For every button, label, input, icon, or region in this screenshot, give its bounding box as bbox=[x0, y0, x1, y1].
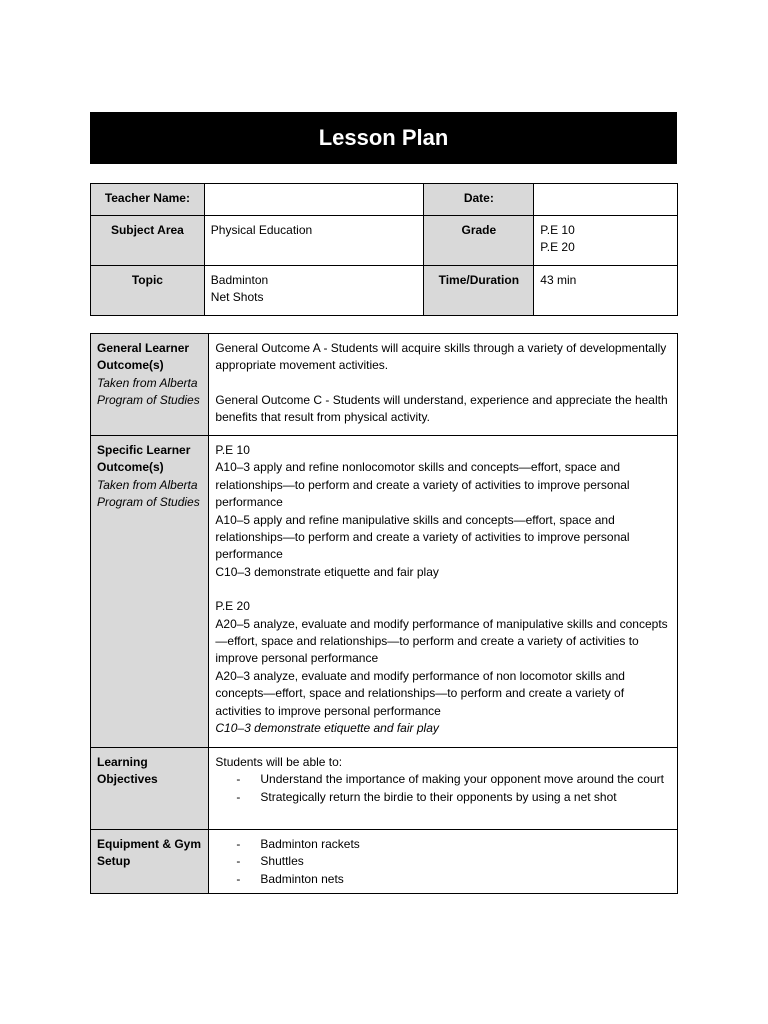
specific-outcomes-source: Taken from Alberta Program of Studies bbox=[97, 477, 200, 510]
grade-value-line: P.E 20 bbox=[540, 240, 575, 255]
list-item: - Strategically return the birdie to their opponents by using a net shot bbox=[215, 789, 671, 806]
pe10-heading: P.E 10 bbox=[215, 443, 250, 457]
list-item: - Badminton rackets bbox=[215, 836, 671, 853]
list-item: - Shuttles bbox=[215, 853, 671, 870]
specific-outcomes-row bbox=[91, 436, 678, 748]
equipment-label: Equipment & Gym Setup bbox=[97, 837, 202, 869]
topic-value-line: Badminton bbox=[210, 273, 269, 287]
list-item: - Badminton nets bbox=[215, 871, 671, 888]
equipment-row bbox=[91, 830, 678, 894]
topic-value bbox=[204, 266, 424, 316]
time-duration-value: 43 min bbox=[534, 266, 678, 316]
page-title: Lesson Plan bbox=[90, 112, 677, 164]
pe20-outcome-italic: C10–3 demonstrate etiquette and fair play bbox=[215, 721, 439, 736]
specific-outcomes-label-cell bbox=[91, 436, 209, 748]
general-outcome-c: General Outcome C - Students will understand, experience and appreciate the health benefits that result from physical activity. bbox=[215, 392, 668, 425]
pe10-outcome: A10–3 apply and refine nonlocomotor skills and concepts—effort, space and relationships—to perform and create a variety of activities to improve personal performance bbox=[215, 460, 630, 510]
specific-outcomes-content bbox=[209, 436, 678, 748]
general-outcomes-source: Taken from Alberta Program of Studies bbox=[97, 375, 200, 408]
topic-label: Topic bbox=[91, 266, 205, 316]
general-outcomes-row bbox=[91, 334, 678, 436]
equipment-list bbox=[215, 836, 671, 888]
objectives-intro: Students will be able to: bbox=[215, 755, 343, 769]
subject-area-label: Subject Area bbox=[91, 216, 205, 266]
pe10-outcome: A10–5 apply and refine manipulative skills and concepts—effort, space and relationships—to perform and create a variety of activities to improve personal performance bbox=[215, 512, 630, 562]
pe10-outcome: C10–3 demonstrate etiquette and fair play bbox=[215, 564, 439, 579]
topic-value-line: Net Shots bbox=[210, 290, 264, 305]
grade-value bbox=[534, 216, 678, 266]
grade-label: Grade bbox=[424, 216, 534, 266]
teacher-name-label: Teacher Name: bbox=[91, 184, 205, 216]
teacher-name-value[interactable] bbox=[204, 184, 424, 216]
info-row-subject bbox=[91, 216, 678, 266]
grade-value-line: P.E 10 bbox=[540, 223, 575, 237]
time-duration-label: Time/Duration bbox=[424, 266, 534, 316]
learning-objectives-label: Learning Objectives bbox=[97, 755, 158, 787]
learning-objectives-row bbox=[91, 748, 678, 830]
date-label: Date: bbox=[424, 184, 534, 216]
general-outcomes-label-cell bbox=[91, 334, 209, 436]
list-item: - Understand the importance of making your opponent move around the court bbox=[215, 771, 671, 788]
general-outcomes-content bbox=[209, 334, 678, 436]
subject-area-value: Physical Education bbox=[204, 216, 424, 266]
specific-outcomes-label: Specific Learner Outcome(s) bbox=[97, 443, 191, 475]
pe20-outcome: A20–5 analyze, evaluate and modify performance of manipulative skills and concepts—effort, space and relationships—to perform and create a variety of activities to improve personal performance bbox=[215, 616, 668, 666]
equipment-label-cell bbox=[91, 830, 209, 894]
pe20-heading: P.E 20 bbox=[215, 599, 250, 614]
info-row-teacher bbox=[91, 184, 678, 216]
lesson-outcomes-table bbox=[90, 333, 678, 894]
general-outcome-a: General Outcome A - Students will acquire skills through a variety of developmentally appropriate movement activities. bbox=[215, 341, 667, 373]
info-row-topic bbox=[91, 266, 678, 316]
lesson-info-table bbox=[90, 183, 678, 316]
date-value[interactable] bbox=[534, 184, 678, 216]
pe20-outcome: A20–3 analyze, evaluate and modify performance of non locomotor skills and concepts—effort, space and relationships—to perform and create a variety of activities to improve personal performance bbox=[215, 668, 625, 718]
general-outcomes-label: General Learner Outcome(s) bbox=[97, 341, 190, 373]
equipment-content bbox=[209, 830, 678, 894]
learning-objectives-label-cell bbox=[91, 748, 209, 830]
objectives-list bbox=[215, 771, 671, 806]
learning-objectives-content bbox=[209, 748, 678, 830]
